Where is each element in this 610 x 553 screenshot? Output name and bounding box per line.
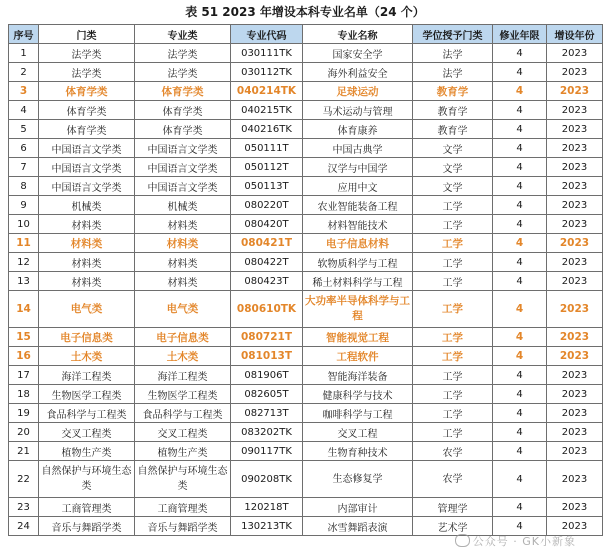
cell-major-code: 082713T (231, 404, 303, 423)
cell-category: 材料类 (39, 215, 135, 234)
cell-major-class: 食品科学与工程类 (135, 404, 231, 423)
cell-major-class: 植物生产类 (135, 442, 231, 461)
cell-duration: 4 (493, 461, 547, 498)
cell-category: 植物生产类 (39, 442, 135, 461)
cell-category: 自然保护与环境生态类 (39, 461, 135, 498)
cell-major-code: 080422T (231, 253, 303, 272)
cell-year: 2023 (547, 423, 603, 442)
cell-major-code: 090117TK (231, 442, 303, 461)
cell-major-name: 材料智能技术 (303, 215, 413, 234)
cell-category: 电气类 (39, 291, 135, 328)
cell-major-class: 材料类 (135, 272, 231, 291)
cell-major-name: 体育康养 (303, 120, 413, 139)
cell-category: 材料类 (39, 272, 135, 291)
cell-year: 2023 (547, 120, 603, 139)
cell-major-code: 040214TK (231, 82, 303, 101)
table-row (9, 404, 603, 423)
cell-category: 法学类 (39, 63, 135, 82)
cell-major-code: 080423T (231, 272, 303, 291)
cell-degree: 工学 (413, 328, 493, 347)
cell-category: 材料类 (39, 234, 135, 253)
header-category: 门类 (39, 25, 135, 44)
cell-seq: 15 (9, 328, 39, 347)
table-body (9, 44, 603, 536)
cell-major-class: 生物医学工程类 (135, 385, 231, 404)
cell-duration: 4 (493, 291, 547, 328)
cell-year: 2023 (547, 215, 603, 234)
cell-duration: 4 (493, 347, 547, 366)
cell-major-name: 工程软件 (303, 347, 413, 366)
cell-major-class: 中国语言文学类 (135, 177, 231, 196)
cell-major-name: 足球运动 (303, 82, 413, 101)
cell-major-code: 080420T (231, 215, 303, 234)
cell-seq: 12 (9, 253, 39, 272)
cell-major-name: 智能海洋装备 (303, 366, 413, 385)
cell-duration: 4 (493, 423, 547, 442)
cell-seq: 2 (9, 63, 39, 82)
cell-degree: 农学 (413, 442, 493, 461)
cell-year: 2023 (547, 442, 603, 461)
table-row (9, 442, 603, 461)
cell-seq: 18 (9, 385, 39, 404)
cell-degree: 教育学 (413, 82, 493, 101)
cell-category: 土木类 (39, 347, 135, 366)
cell-duration: 4 (493, 272, 547, 291)
table-row (9, 366, 603, 385)
cell-major-code: 090208TK (231, 461, 303, 498)
cell-category: 工商管理类 (39, 498, 135, 517)
cell-degree: 工学 (413, 385, 493, 404)
cell-major-class: 体育学类 (135, 120, 231, 139)
cell-major-class: 海洋工程类 (135, 366, 231, 385)
cell-major-class: 法学类 (135, 44, 231, 63)
table-row (9, 82, 603, 101)
watermark (455, 533, 576, 549)
cell-degree: 工学 (413, 291, 493, 328)
cell-major-code: 083202TK (231, 423, 303, 442)
cell-major-code: 050112T (231, 158, 303, 177)
cell-major-name: 马术运动与管理 (303, 101, 413, 120)
cell-duration: 4 (493, 120, 547, 139)
cell-major-class: 体育学类 (135, 82, 231, 101)
cell-seq: 11 (9, 234, 39, 253)
header-major-name: 专业名称 (303, 25, 413, 44)
cell-duration: 4 (493, 82, 547, 101)
cell-major-code: 080421T (231, 234, 303, 253)
cell-major-name: 农业智能装备工程 (303, 196, 413, 215)
cell-degree: 法学 (413, 44, 493, 63)
cell-duration: 4 (493, 44, 547, 63)
table-row (9, 44, 603, 63)
cell-category: 体育学类 (39, 82, 135, 101)
cell-major-class: 电气类 (135, 291, 231, 328)
cell-category: 中国语言文学类 (39, 139, 135, 158)
cell-major-name: 汉学与中国学 (303, 158, 413, 177)
cell-duration: 4 (493, 234, 547, 253)
header-major-class: 专业类 (135, 25, 231, 44)
cell-duration: 4 (493, 139, 547, 158)
cell-major-code: 081013T (231, 347, 303, 366)
cell-major-name: 健康科学与技术 (303, 385, 413, 404)
cell-major-name: 海外利益安全 (303, 63, 413, 82)
cell-duration: 4 (493, 196, 547, 215)
cell-year: 2023 (547, 461, 603, 498)
cell-major-class: 机械类 (135, 196, 231, 215)
table-row (9, 139, 603, 158)
cell-seq: 20 (9, 423, 39, 442)
cell-major-class: 交叉工程类 (135, 423, 231, 442)
cell-major-code: 080220T (231, 196, 303, 215)
cell-major-class: 中国语言文学类 (135, 158, 231, 177)
table-row (9, 423, 603, 442)
cell-seq: 9 (9, 196, 39, 215)
table-row (9, 234, 603, 253)
cell-major-name: 大功率半导体科学与工程 (303, 291, 413, 328)
cell-year: 2023 (547, 82, 603, 101)
table-row (9, 461, 603, 498)
cell-major-code: 082605T (231, 385, 303, 404)
cell-major-name: 软物质科学与工程 (303, 253, 413, 272)
cell-degree: 管理学 (413, 498, 493, 517)
cell-duration: 4 (493, 442, 547, 461)
cell-degree: 法学 (413, 63, 493, 82)
cell-seq: 22 (9, 461, 39, 498)
cell-degree: 工学 (413, 366, 493, 385)
cell-seq: 4 (9, 101, 39, 120)
table-row (9, 253, 603, 272)
cell-category: 体育学类 (39, 101, 135, 120)
header-row (9, 25, 603, 44)
cell-year: 2023 (547, 272, 603, 291)
cell-seq: 3 (9, 82, 39, 101)
cell-category: 法学类 (39, 44, 135, 63)
cell-major-class: 材料类 (135, 215, 231, 234)
cell-major-class: 材料类 (135, 234, 231, 253)
header-year: 增设年份 (547, 25, 603, 44)
cell-seq: 19 (9, 404, 39, 423)
cell-seq: 23 (9, 498, 39, 517)
table-row (9, 385, 603, 404)
cell-seq: 13 (9, 272, 39, 291)
cell-major-code: 040216TK (231, 120, 303, 139)
cell-major-name: 内部审计 (303, 498, 413, 517)
table-row (9, 498, 603, 517)
header-seq: 序号 (9, 25, 39, 44)
cell-major-class: 自然保护与环境生态类 (135, 461, 231, 498)
cell-year: 2023 (547, 253, 603, 272)
cell-year: 2023 (547, 158, 603, 177)
cell-major-code: 081906T (231, 366, 303, 385)
cell-seq: 24 (9, 517, 39, 536)
cell-year: 2023 (547, 385, 603, 404)
cell-major-code: 040215TK (231, 101, 303, 120)
header-degree: 学位授予门类 (413, 25, 493, 44)
cell-major-name: 生物育种技术 (303, 442, 413, 461)
cell-duration: 4 (493, 404, 547, 423)
cell-year: 2023 (547, 177, 603, 196)
cell-degree: 教育学 (413, 101, 493, 120)
cell-category: 交叉工程类 (39, 423, 135, 442)
cell-degree: 工学 (413, 347, 493, 366)
cell-year: 2023 (547, 366, 603, 385)
cell-degree: 教育学 (413, 120, 493, 139)
cell-major-name: 中国古典学 (303, 139, 413, 158)
cell-category: 中国语言文学类 (39, 177, 135, 196)
cell-year: 2023 (547, 328, 603, 347)
table-row (9, 347, 603, 366)
cell-major-name: 电子信息材料 (303, 234, 413, 253)
cell-major-code: 120218T (231, 498, 303, 517)
page-title: 表 51 2023 年增设本科专业名单（24 个） (185, 5, 425, 19)
cell-degree: 工学 (413, 404, 493, 423)
cell-major-name: 应用中文 (303, 177, 413, 196)
cell-year: 2023 (547, 404, 603, 423)
cell-duration: 4 (493, 63, 547, 82)
cell-major-code: 050111T (231, 139, 303, 158)
cell-major-name: 国家安全学 (303, 44, 413, 63)
table-row (9, 291, 603, 328)
cell-major-class: 材料类 (135, 253, 231, 272)
cell-duration: 4 (493, 498, 547, 517)
cell-major-class: 中国语言文学类 (135, 139, 231, 158)
cell-major-name: 稀土材料科学与工程 (303, 272, 413, 291)
cell-seq: 17 (9, 366, 39, 385)
cell-seq: 8 (9, 177, 39, 196)
cell-year: 2023 (547, 63, 603, 82)
cell-year: 2023 (547, 44, 603, 63)
cell-degree: 文学 (413, 139, 493, 158)
cell-degree: 工学 (413, 272, 493, 291)
cell-degree: 文学 (413, 177, 493, 196)
cell-category: 体育学类 (39, 120, 135, 139)
cell-major-name: 智能视觉工程 (303, 328, 413, 347)
cell-year: 2023 (547, 517, 603, 536)
cell-seq: 6 (9, 139, 39, 158)
table-row (9, 272, 603, 291)
cell-major-code: 080721T (231, 328, 303, 347)
cell-seq: 5 (9, 120, 39, 139)
cell-degree: 艺术学 (413, 517, 493, 536)
table-row (9, 63, 603, 82)
majors-table (8, 24, 603, 536)
cell-major-class: 电子信息类 (135, 328, 231, 347)
table-row (9, 120, 603, 139)
cell-major-class: 工商管理类 (135, 498, 231, 517)
cell-duration: 4 (493, 253, 547, 272)
cell-degree: 工学 (413, 196, 493, 215)
cell-category: 中国语言文学类 (39, 158, 135, 177)
cell-degree: 工学 (413, 423, 493, 442)
cell-major-code: 030111TK (231, 44, 303, 63)
watermark-text: 公众号 · GK小新象 (472, 535, 576, 548)
cell-seq: 16 (9, 347, 39, 366)
cell-year: 2023 (547, 234, 603, 253)
cell-degree: 工学 (413, 234, 493, 253)
cell-degree: 农学 (413, 461, 493, 498)
cell-year: 2023 (547, 498, 603, 517)
wechat-icon (455, 534, 470, 547)
cell-degree: 文学 (413, 158, 493, 177)
cell-major-name: 冰雪舞蹈表演 (303, 517, 413, 536)
cell-degree: 工学 (413, 215, 493, 234)
cell-major-name: 交叉工程 (303, 423, 413, 442)
cell-year: 2023 (547, 347, 603, 366)
cell-seq: 21 (9, 442, 39, 461)
cell-seq: 10 (9, 215, 39, 234)
header-major-code: 专业代码 (231, 25, 303, 44)
cell-category: 机械类 (39, 196, 135, 215)
cell-major-class: 音乐与舞蹈学类 (135, 517, 231, 536)
cell-category: 材料类 (39, 253, 135, 272)
cell-degree: 工学 (413, 253, 493, 272)
cell-year: 2023 (547, 196, 603, 215)
cell-major-code: 050113T (231, 177, 303, 196)
cell-major-class: 法学类 (135, 63, 231, 82)
cell-duration: 4 (493, 215, 547, 234)
cell-year: 2023 (547, 101, 603, 120)
cell-major-code: 030112TK (231, 63, 303, 82)
cell-category: 电子信息类 (39, 328, 135, 347)
table-row (9, 196, 603, 215)
table-row (9, 328, 603, 347)
cell-major-name: 咖啡科学与工程 (303, 404, 413, 423)
cell-duration: 4 (493, 366, 547, 385)
cell-major-code: 080610TK (231, 291, 303, 328)
cell-category: 音乐与舞蹈学类 (39, 517, 135, 536)
cell-seq: 7 (9, 158, 39, 177)
cell-major-name: 生态修复学 (303, 461, 413, 498)
cell-major-code: 130213TK (231, 517, 303, 536)
cell-duration: 4 (493, 177, 547, 196)
cell-major-class: 体育学类 (135, 101, 231, 120)
table-row (9, 215, 603, 234)
cell-year: 2023 (547, 139, 603, 158)
cell-duration: 4 (493, 328, 547, 347)
cell-duration: 4 (493, 517, 547, 536)
cell-year: 2023 (547, 291, 603, 328)
cell-category: 海洋工程类 (39, 366, 135, 385)
cell-duration: 4 (493, 385, 547, 404)
table-row (9, 177, 603, 196)
cell-seq: 1 (9, 44, 39, 63)
cell-category: 食品科学与工程类 (39, 404, 135, 423)
header-duration: 修业年限 (493, 25, 547, 44)
table-row (9, 158, 603, 177)
cell-duration: 4 (493, 158, 547, 177)
cell-category: 生物医学工程类 (39, 385, 135, 404)
cell-major-class: 土木类 (135, 347, 231, 366)
table-row (9, 101, 603, 120)
cell-duration: 4 (493, 101, 547, 120)
cell-seq: 14 (9, 291, 39, 328)
